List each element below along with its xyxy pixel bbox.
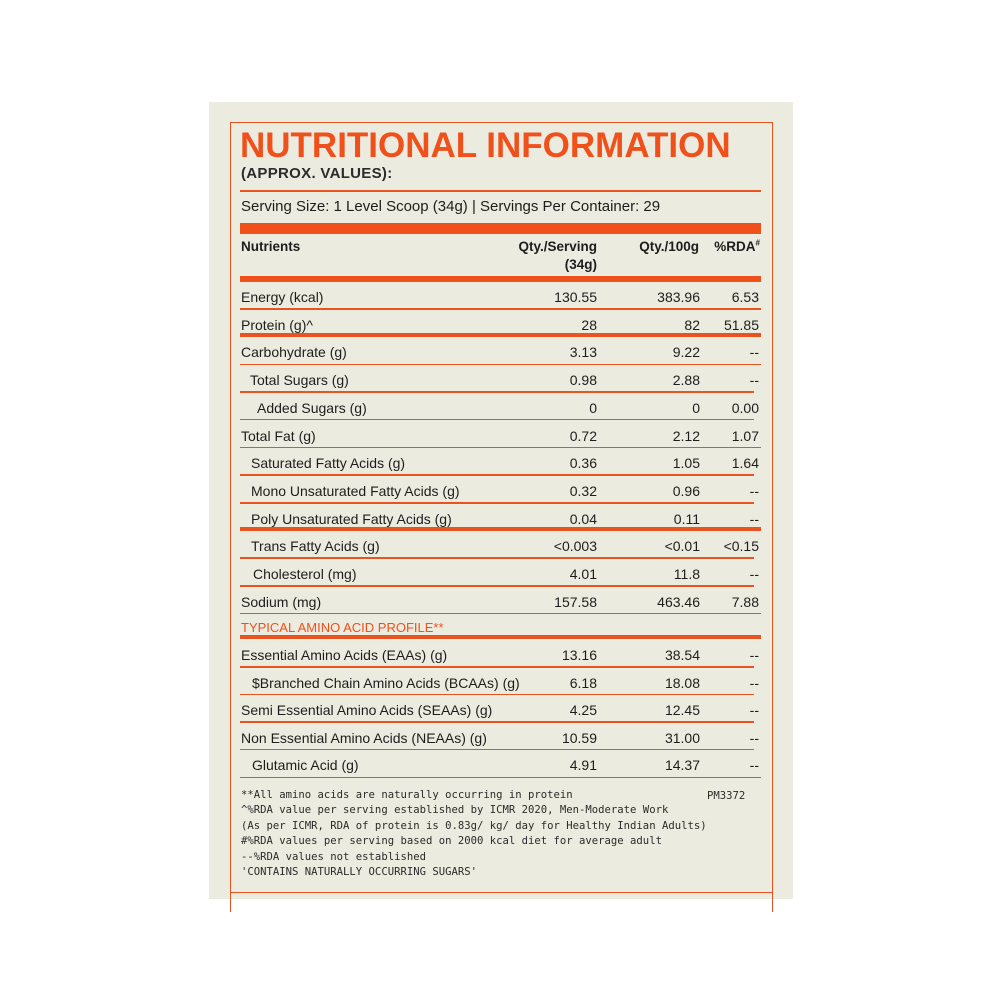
title-divider — [240, 190, 761, 192]
nutrient-name: Carbohydrate (g) — [241, 344, 347, 361]
qty-per-serving: 4.25 — [569, 702, 597, 719]
footnote-line: 'CONTAINS NATURALLY OCCURRING SUGARS' — [241, 866, 477, 879]
qty-per-serving: 4.01 — [569, 566, 597, 582]
rda-value: 1.64 — [731, 455, 759, 472]
nutrient-name: Added Sugars (g) — [257, 399, 367, 416]
table-row — [240, 421, 761, 449]
nutrient-name: Protein (g)^ — [241, 316, 313, 333]
product-code: PM3372 — [707, 790, 746, 802]
qty-per-serving: 4.91 — [569, 757, 597, 774]
qty-per-100g: 18.08 — [664, 674, 700, 691]
qty-per-100g: 31.00 — [664, 729, 700, 746]
footnote-line: #%RDA values per serving based on 2000 kcal diet for average adult — [241, 835, 662, 848]
qty-per-100g: 463.46 — [657, 593, 700, 610]
table-row — [240, 393, 761, 421]
row-divider — [240, 777, 761, 779]
qty-per-serving: 0.98 — [569, 372, 597, 389]
qty-per-serving: 28 — [581, 316, 597, 333]
nutrient-name: Poly Unsaturated Fatty Acids (g) — [251, 510, 452, 527]
rda-value: 51.85 — [723, 316, 759, 333]
rda-value: 1.07 — [731, 427, 759, 444]
qty-per-100g: 82 — [684, 316, 700, 333]
footnotes — [241, 788, 707, 880]
table-row — [240, 587, 761, 615]
footnote-line: --%RDA values not established — [241, 850, 426, 863]
header-per-serving-unit: (34g) — [564, 257, 597, 272]
qty-per-100g: 14.37 — [664, 757, 700, 774]
header-per-serving: Qty./Serving — [518, 239, 597, 254]
table-row — [240, 337, 761, 365]
rda-value: 6.53 — [731, 289, 759, 305]
nutrient-name: Saturated Fatty Acids (g) — [251, 455, 406, 472]
qty-per-serving: 157.58 — [554, 593, 597, 610]
qty-per-100g: 1.05 — [672, 455, 700, 472]
serving-info: Serving Size: 1 Level Scoop (34g) | Servings Per Container: 29 — [241, 198, 661, 215]
qty-per-serving: 3.13 — [569, 344, 597, 361]
qty-per-100g: 2.88 — [672, 372, 700, 389]
nutrient-name: Sodium (mg) — [241, 593, 322, 610]
qty-per-serving: 6.18 — [569, 674, 597, 691]
amino-name: Glutamic Acid (g) — [252, 757, 359, 774]
qty-per-100g: 2.12 — [672, 427, 700, 444]
row-divider — [240, 613, 761, 615]
footnote-line: **All amino acids are naturally occurring in protein — [241, 789, 573, 801]
qty-per-100g: 0 — [692, 399, 700, 416]
qty-per-100g: 11.8 — [673, 566, 700, 582]
qty-per-serving: 0.72 — [569, 427, 597, 444]
label-title: NUTRITIONAL INFORMATION — [240, 126, 731, 165]
amino-name: Non Essential Amino Acids (NEAAs) (g) — [241, 729, 487, 746]
table-row — [240, 750, 761, 778]
amino-heading-divider — [240, 635, 761, 639]
table-row — [240, 365, 761, 393]
amino-name: Semi Essential Amino Acids (SEAAs) (g) — [241, 702, 493, 719]
amino-acid-heading: TYPICAL AMINO ACID PROFILE** — [241, 620, 444, 635]
footnote-line: (As per ICMR, RDA of protein is 0.83g/ kg/ day for Healthy Indian Adults) — [241, 819, 707, 832]
nutrient-name: Energy (kcal) — [241, 289, 324, 305]
table-row — [240, 723, 761, 751]
table-row — [240, 695, 761, 723]
table-row — [240, 668, 761, 696]
table-row — [240, 531, 761, 559]
rda-value: -- — [749, 372, 759, 389]
qty-per-serving: <0.003 — [553, 538, 597, 555]
lower-label-border — [230, 892, 773, 912]
header-per-100g: Qty./100g — [639, 239, 699, 254]
table-row — [240, 310, 761, 338]
qty-per-100g: 12.45 — [664, 702, 700, 719]
qty-per-serving: 0.04 — [569, 510, 597, 527]
qty-per-serving: 13.16 — [561, 647, 597, 663]
table-row — [240, 504, 761, 532]
qty-per-100g: 38.54 — [664, 647, 700, 663]
qty-per-100g: 383.96 — [657, 289, 700, 305]
rda-value: -- — [749, 702, 759, 719]
label-subtitle: (APPROX. VALUES): — [241, 165, 393, 182]
rda-value: -- — [749, 647, 759, 663]
table-row — [240, 282, 761, 310]
table-row — [240, 640, 761, 668]
amino-name: Essential Amino Acids (EAAs) (g) — [241, 647, 448, 663]
header-top-bar — [240, 223, 761, 234]
amino-name: $Branched Chain Amino Acids (BCAAs) (g) — [252, 674, 520, 691]
qty-per-100g: 0.11 — [673, 510, 700, 527]
rda-value: 7.88 — [731, 593, 759, 610]
footnote-line: ^%RDA value per serving established by ICMR 2020, Men-Moderate Work — [241, 804, 669, 817]
nutrient-name: Trans Fatty Acids (g) — [251, 538, 380, 555]
table-row — [240, 476, 761, 504]
rda-value: -- — [749, 510, 759, 527]
table-row — [240, 448, 761, 476]
nutrition-label-panel — [209, 102, 793, 899]
nutrient-name: Total Sugars (g) — [250, 372, 349, 389]
qty-per-serving: 0.36 — [569, 455, 597, 472]
nutrient-name: Mono Unsaturated Fatty Acids (g) — [251, 482, 460, 499]
qty-per-100g: <0.01 — [664, 538, 700, 555]
rda-value: -- — [749, 674, 759, 691]
rda-value: -- — [749, 344, 759, 361]
rda-value: -- — [749, 757, 759, 774]
header-nutrients: Nutrients — [241, 239, 301, 254]
nutrient-name: Cholesterol (mg) — [253, 566, 357, 582]
qty-per-serving: 10.59 — [561, 729, 597, 746]
qty-per-serving: 0 — [589, 399, 597, 416]
rda-value: -- — [749, 566, 759, 582]
qty-per-serving: 0.32 — [569, 482, 597, 499]
qty-per-100g: 0.96 — [672, 482, 700, 499]
rda-value: -- — [749, 729, 759, 746]
rda-value: 0.00 — [731, 399, 759, 416]
nutrient-name: Total Fat (g) — [241, 427, 316, 444]
table-row — [240, 559, 761, 587]
rda-value: <0.15 — [723, 538, 759, 555]
qty-per-100g: 9.22 — [672, 344, 700, 361]
header-rda: %RDA# — [714, 238, 760, 254]
qty-per-serving: 130.55 — [554, 289, 597, 305]
rda-value: -- — [749, 482, 759, 499]
